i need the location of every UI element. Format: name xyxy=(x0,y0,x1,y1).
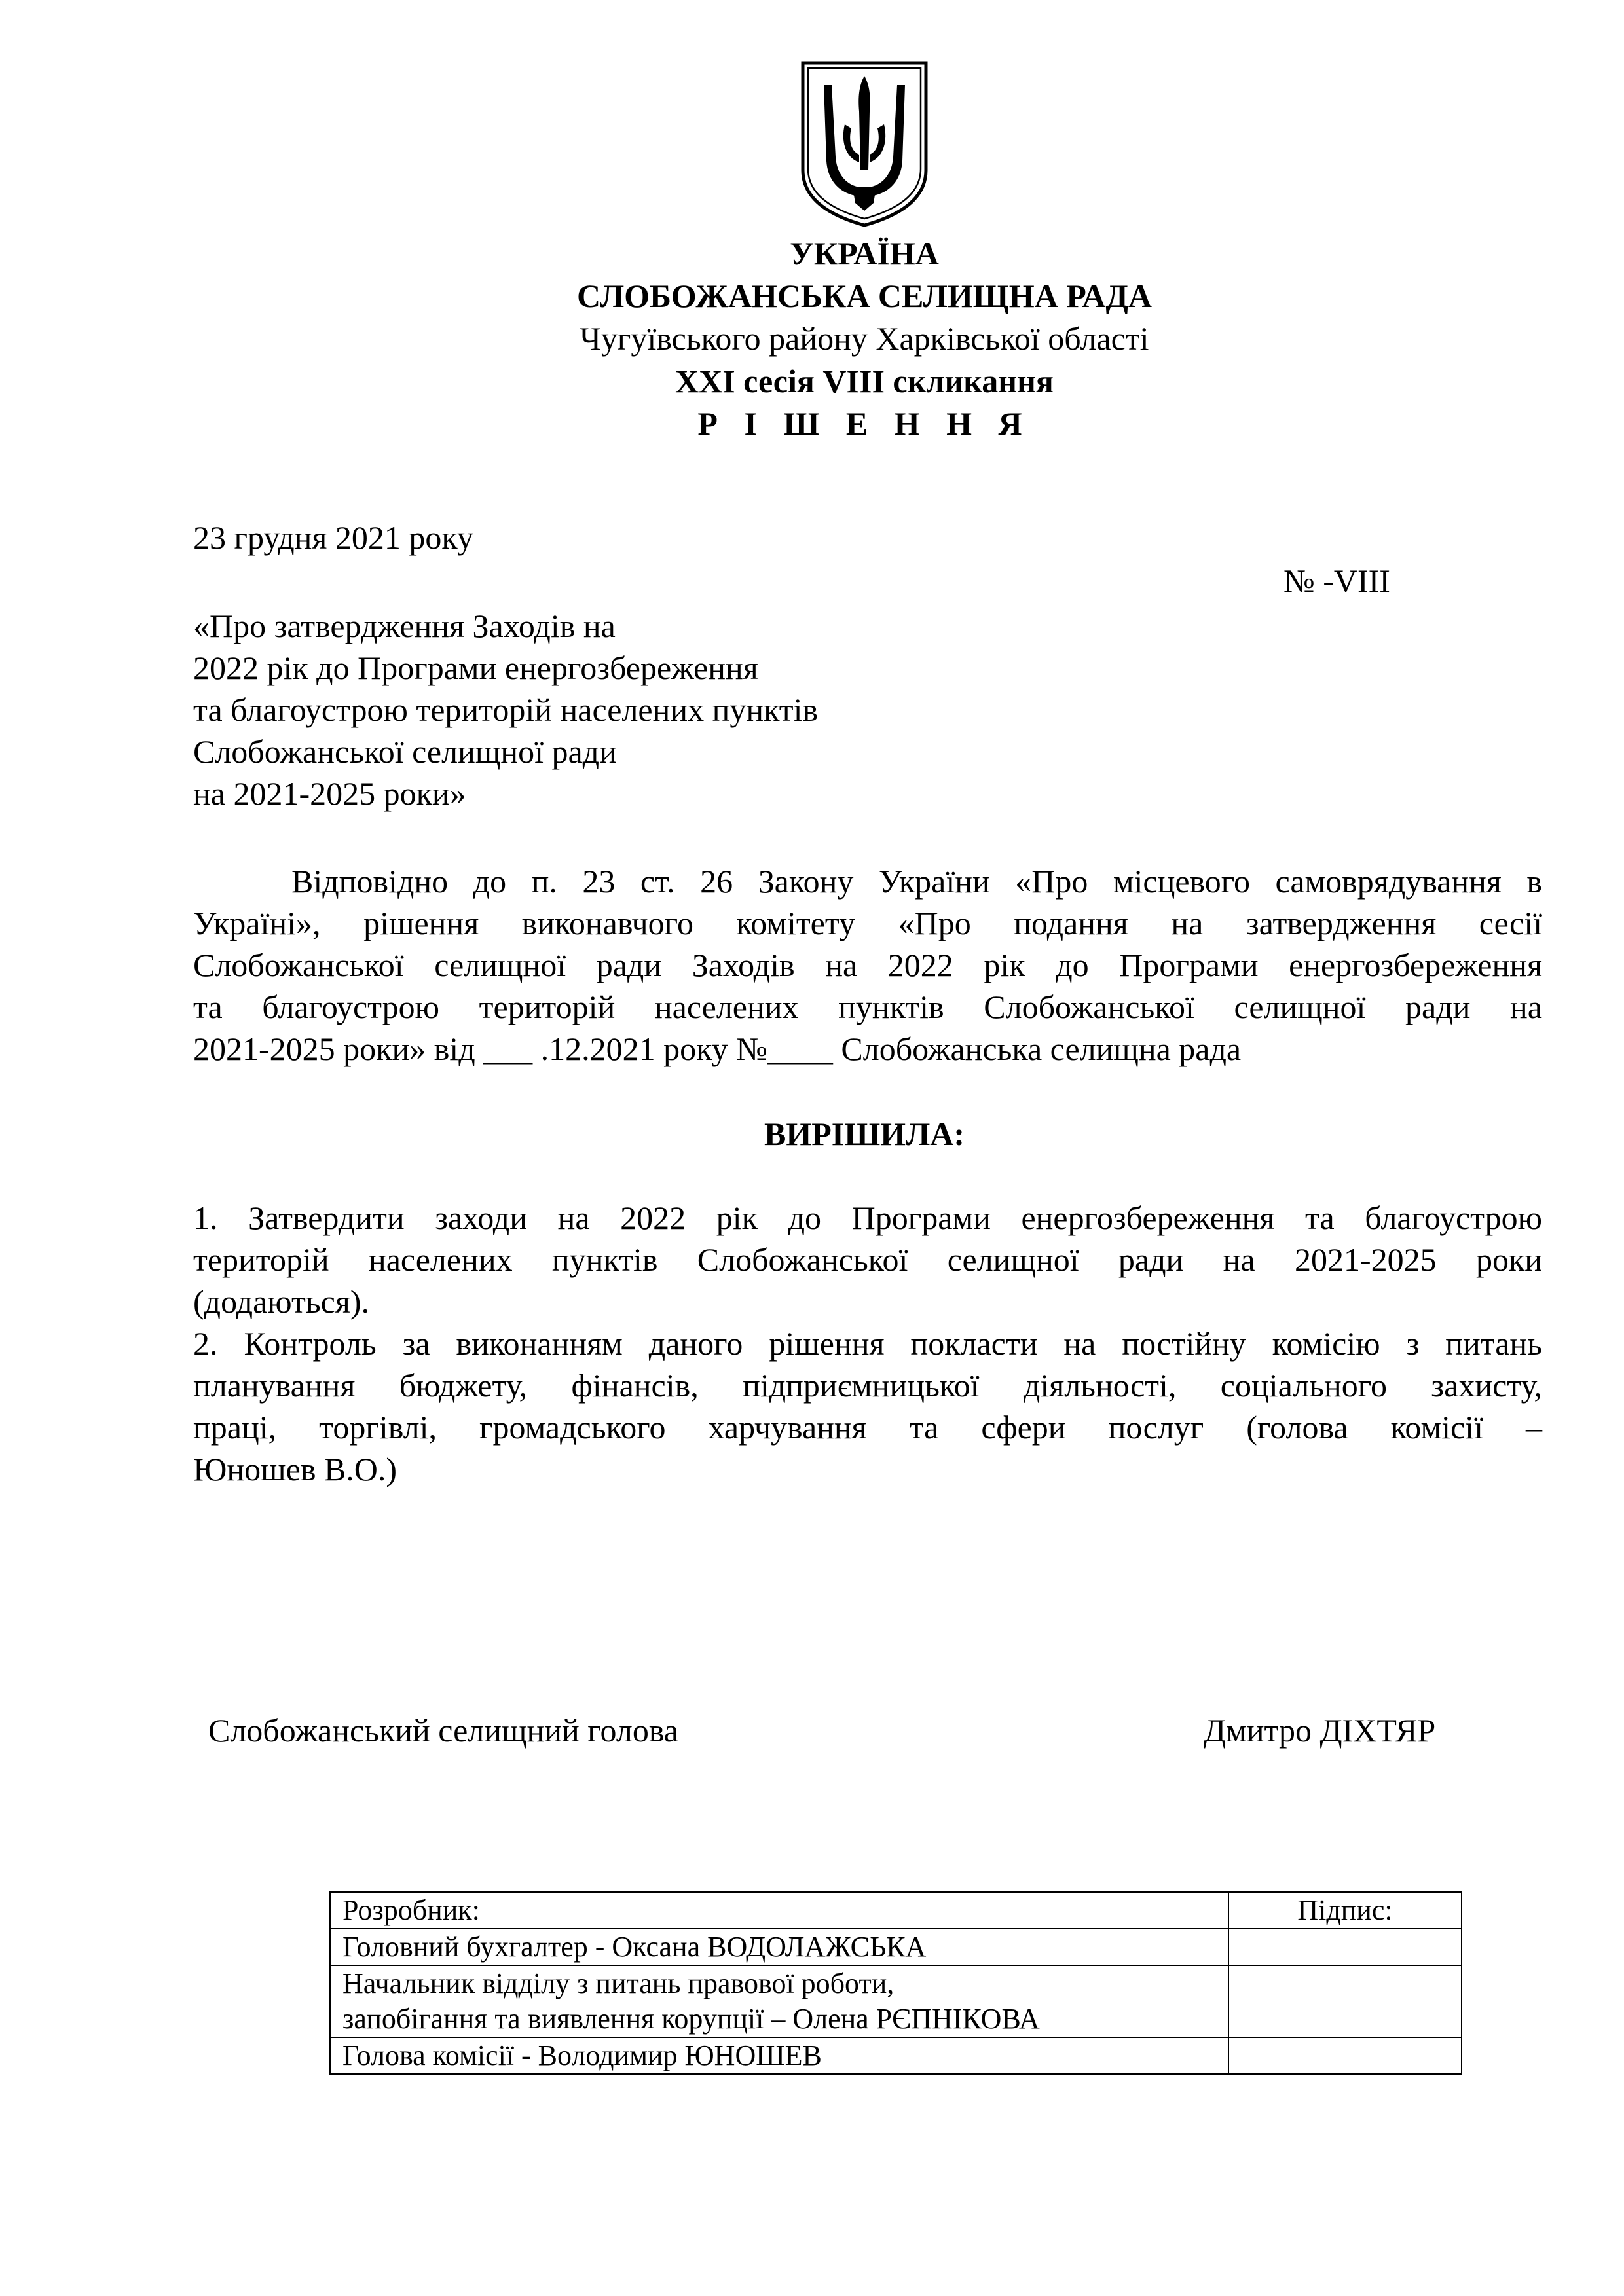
approver-cell: Голова комісії - Володимир ЮНОШЕВ xyxy=(330,2037,1228,2074)
approver-line: запобігання та виявлення корупції – Олена РЄПНІКОВА xyxy=(342,2003,1040,2035)
document-header xyxy=(0,232,1624,445)
document-number: № -VIII xyxy=(1283,562,1390,599)
signatory-position: Слобожанський селищний голова xyxy=(208,1712,678,1749)
session-line: XXI сесія VIII скликання xyxy=(675,363,1054,399)
signatory-name: Дмитро ДІХТЯР xyxy=(1204,1712,1436,1749)
preamble-line: та благоустрою територій населених пунктів Слобожанської селищної ради на xyxy=(193,989,1542,1025)
decided-heading: ВИРІШИЛА: xyxy=(764,1116,965,1152)
signature-cell xyxy=(1228,2037,1462,2074)
item-line: 1. Затвердити заходи на 2022 рік до Програми енергозбереження та благоустрою xyxy=(193,1199,1542,1236)
preamble-line: 2021-2025 роки» від ___ .12.2021 року №____ Слобожанська селищна рада xyxy=(193,1030,1242,1067)
signature-cell xyxy=(1228,1965,1462,2037)
subject-line: 2022 рік до Програми енергозбереження xyxy=(193,649,758,686)
signature-cell xyxy=(1228,1929,1462,1965)
decision-subject xyxy=(193,605,818,814)
table-row xyxy=(330,1892,1462,1929)
approval-table xyxy=(329,1891,1462,2075)
preamble-line: Слобожанської селищної ради Заходів на 2022 рік до Програми енергозбереження xyxy=(193,947,1542,983)
district-line: Чугуївського району Харківської області xyxy=(580,320,1149,357)
table-row xyxy=(330,1965,1462,2037)
decision-items xyxy=(193,1197,1542,1490)
trident-emblem-icon xyxy=(799,59,930,229)
item-line: територій населених пунктів Слобожанської селищної ради на 2021-2025 роки xyxy=(193,1241,1542,1278)
country-title: УКРАЇНА xyxy=(790,235,939,272)
document-type: Р І Ш Е Н Н Я xyxy=(697,405,1031,442)
preamble-paragraph xyxy=(193,860,1542,1070)
signature-header: Підпис: xyxy=(1228,1892,1462,1929)
subject-line: Слобожанської селищної ради xyxy=(193,733,617,770)
council-title: СЛОБОЖАНСЬКА СЕЛИЩНА РАДА xyxy=(577,278,1152,314)
item-line: 2. Контроль за виконанням даного рішення покласти на постійну комісію з питань xyxy=(193,1325,1542,1362)
item-line: (додаються). xyxy=(193,1283,369,1320)
item-line: Юношев В.О.) xyxy=(193,1451,397,1487)
subject-line: та благоустрою територій населених пунктів xyxy=(193,691,819,728)
subject-line: «Про затвердження Заходів на xyxy=(193,608,616,644)
subject-line: на 2021-2025 роки» xyxy=(193,775,466,812)
preamble-line: Відповідно до п. 23 ст. 26 Закону України «Про місцевого самоврядування в xyxy=(291,863,1542,900)
approver-cell xyxy=(330,1965,1228,2037)
approver-cell: Головний бухгалтер - Оксана ВОДОЛАЖСЬКА xyxy=(330,1929,1228,1965)
item-line: планування бюджету, фінансів, підприємницької діяльності, соціального захисту, xyxy=(193,1367,1542,1404)
preamble-line: Україні», рішення виконавчого комітету «Про подання на затвердження сесії xyxy=(193,905,1542,941)
approver-line: Начальник відділу з питань правової роботи, xyxy=(342,1967,895,1999)
table-row xyxy=(330,2037,1462,2074)
item-line: праці, торгівлі, громадського харчування та сфери послуг (голова комісії – xyxy=(193,1409,1542,1446)
table-row xyxy=(330,1929,1462,1965)
document-date: 23 грудня 2021 року xyxy=(193,519,473,556)
developer-header: Розробник: xyxy=(330,1892,1228,1929)
